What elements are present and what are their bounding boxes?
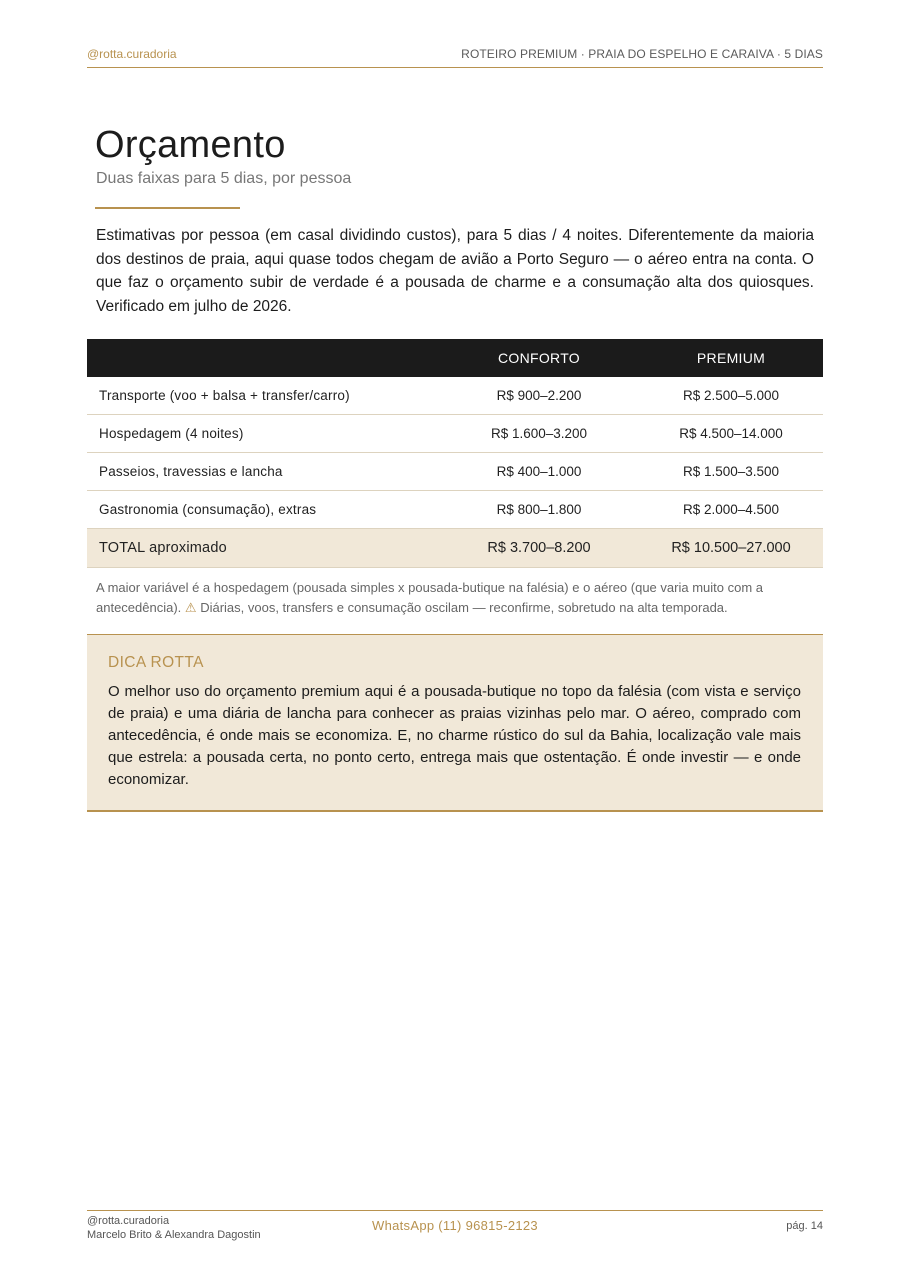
row-category: Hospedagem (4 noites) xyxy=(87,415,439,453)
total-conforto-value: R$ 3.700–8.200 xyxy=(439,529,639,568)
page-header xyxy=(87,45,823,68)
row-premium-value: R$ 2.000–4.500 xyxy=(639,491,823,529)
title-divider xyxy=(95,207,240,209)
table-header-category xyxy=(87,339,439,377)
total-label: TOTAL aproximado xyxy=(87,529,439,568)
row-category: Gastronomia (consumação), extras xyxy=(87,491,439,529)
page-subtitle: Duas faixas para 5 dias, por pessoa xyxy=(96,170,352,187)
row-category: Passeios, travessias e lancha xyxy=(87,453,439,491)
row-conforto-value: R$ 900–2.200 xyxy=(439,377,639,415)
row-premium-value: R$ 1.500–3.500 xyxy=(639,453,823,491)
footer-page-number: pág. 14 xyxy=(786,1220,823,1232)
budget-note xyxy=(96,578,814,618)
budget-table xyxy=(87,339,823,568)
page-footer xyxy=(87,1210,823,1251)
table-row xyxy=(87,415,823,453)
table-row xyxy=(87,453,823,491)
header-handle: @rotta.curadoria xyxy=(87,47,177,61)
total-premium-value: R$ 10.500–27.000 xyxy=(639,529,823,568)
header-doc-title: ROTEIRO PREMIUM · PRAIA DO ESPELHO E CARAIVA · 5 DIAS xyxy=(461,47,823,61)
table-header-conforto: CONFORTO xyxy=(439,339,639,377)
tip-body: O melhor uso do orçamento premium aqui é a pousada-butique no topo da falésia (com vista e serviço de praia) e uma diária de lancha para conhecer as praias vizinhas pelo mar. O aéreo, comprado com antecedência, é onde mais se economiza. E, no charme rústico do sul da Bahia, localização vale mais que estrela: a pousada certa, no ponto certo, entrega mais que ostentação. É onde investir — e onde economizar. xyxy=(108,683,801,788)
footer-handle: @rotta.curadoria xyxy=(87,1215,170,1227)
tip-box xyxy=(87,634,823,812)
table-row xyxy=(87,377,823,415)
warning-icon: ⚠ xyxy=(184,600,197,615)
row-conforto-value: R$ 800–1.800 xyxy=(439,491,639,529)
footer-whatsapp[interactable]: WhatsApp (11) 96815-2123 xyxy=(372,1218,538,1233)
note-text: A maior variável é a hospedagem (pousada simples x pousada-butique na falésia) e o aéreo (que varia muito com a antecedência). xyxy=(96,580,763,615)
table-header-row xyxy=(87,339,823,377)
row-conforto-value: R$ 1.600–3.200 xyxy=(439,415,639,453)
row-category: Transporte (voo + balsa + transfer/carro) xyxy=(87,377,439,415)
row-premium-value: R$ 4.500–14.000 xyxy=(639,415,823,453)
note-warning-text: Diárias, voos, transfers e consumação oscilam — reconfirme, sobretudo na alta temporada. xyxy=(200,600,728,615)
row-conforto-value: R$ 400–1.000 xyxy=(439,453,639,491)
row-premium-value: R$ 2.500–5.000 xyxy=(639,377,823,415)
footer-authors: Marcelo Brito & Alexandra Dagostin xyxy=(87,1229,261,1241)
table-total-row xyxy=(87,529,823,568)
page-title: Orçamento xyxy=(95,124,286,166)
table-row xyxy=(87,491,823,529)
table-header-premium: PREMIUM xyxy=(639,339,823,377)
tip-title: DICA ROTTA xyxy=(108,654,204,671)
intro-paragraph: Estimativas por pessoa (em casal dividindo custos), para 5 dias / 4 noites. Diferentemente da maioria dos destinos de praia, aqui quase todos chegam de avião a Porto Seguro — o aéreo entra na conta. O que faz o orçamento subir de verdade é a pousada de charme e a consumação alta dos quiosques. Verificado em julho de 2026. xyxy=(96,227,814,315)
